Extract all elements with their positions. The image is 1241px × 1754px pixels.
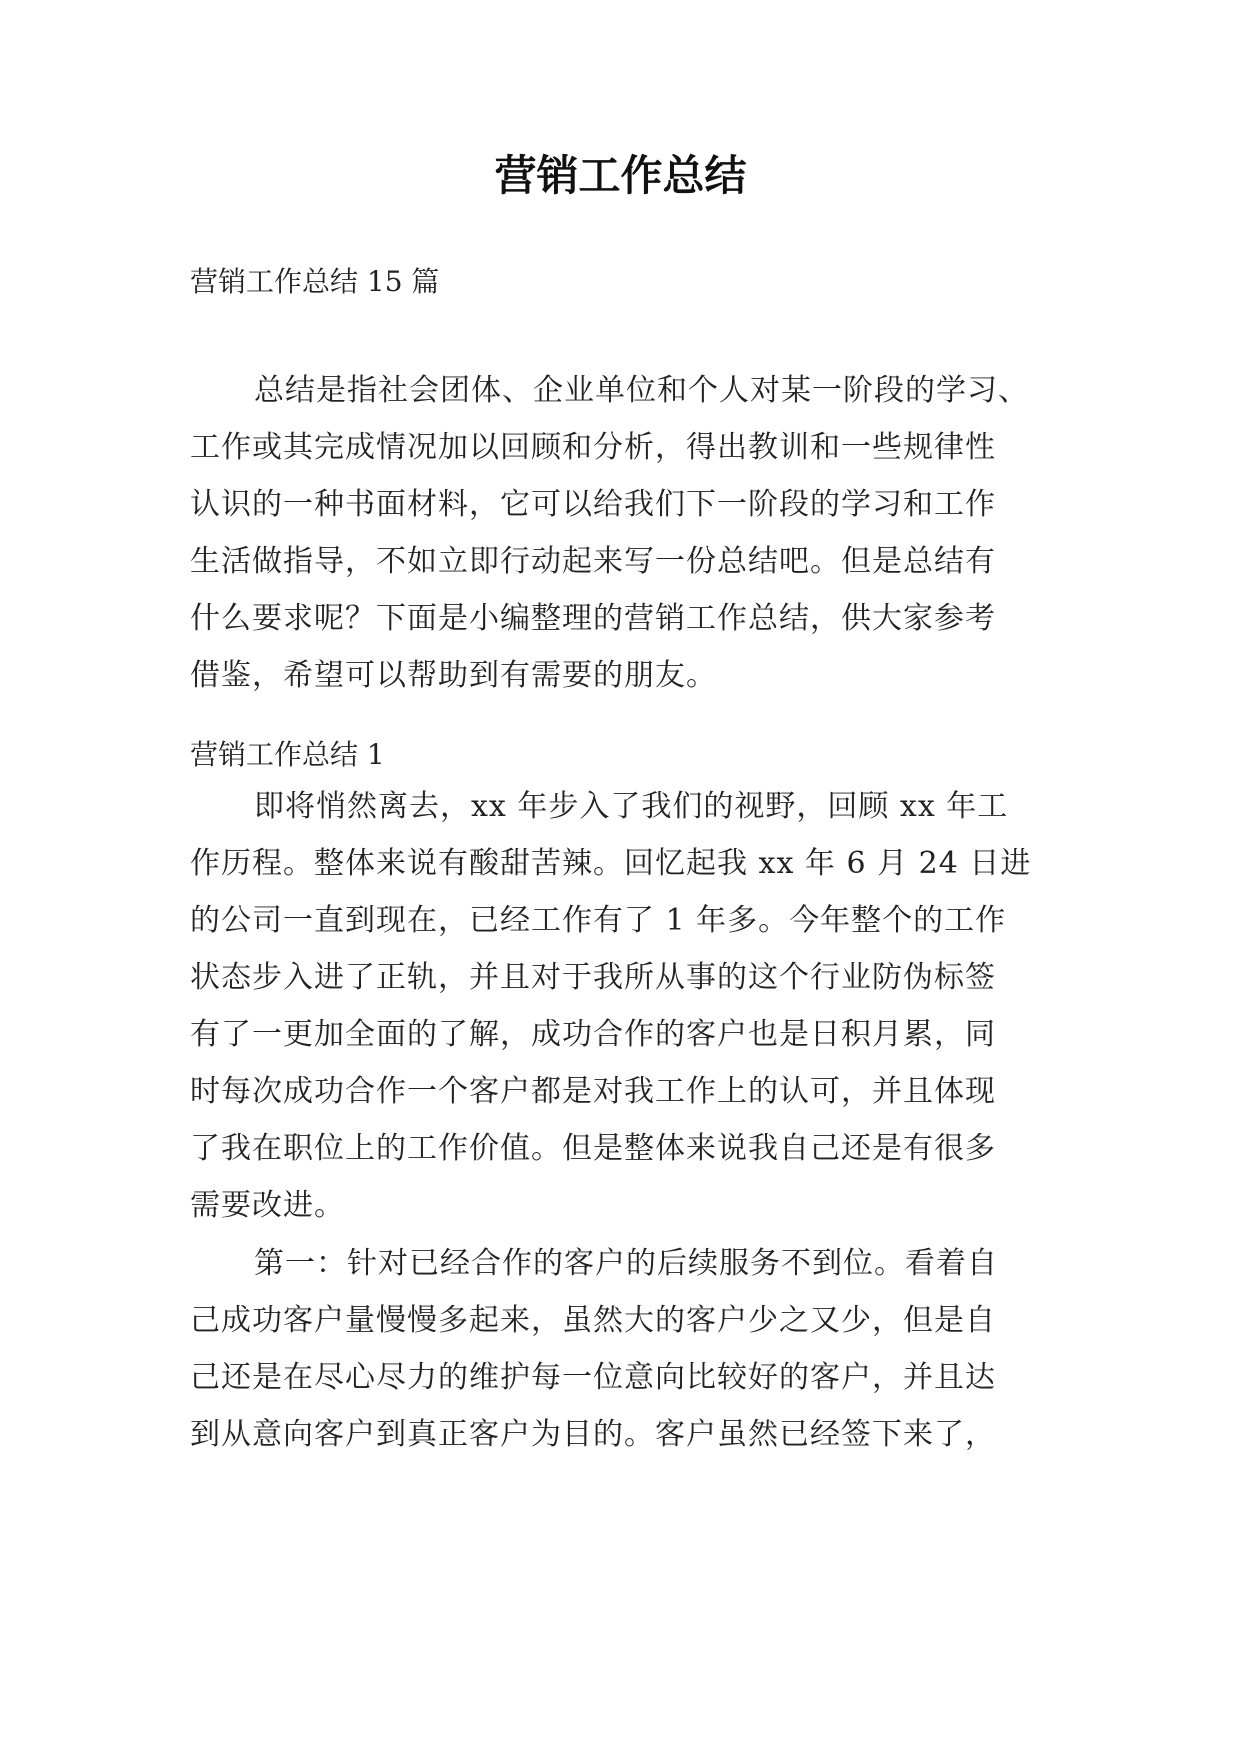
intro-line: 总结是指社会团体、企业单位和个人对某一阶段的学习、 (254, 373, 1029, 408)
paragraph-line: 到从意向客户到真正客户为目的。客户虽然已经签下来了， (190, 1417, 996, 1452)
paragraph-line: 第一：针对已经合作的客户的后续服务不到位。看着自 (254, 1246, 998, 1281)
intro-line: 什么要求呢？下面是小编整理的营销工作总结，供大家参考 (190, 601, 996, 636)
paragraph-line: 时每次成功合作一个客户都是对我工作上的认可，并且体现 (190, 1074, 996, 1109)
document-subtitle: 营销工作总结 15 篇 (190, 265, 440, 298)
intro-line: 工作或其完成情况加以回顾和分析，得出教训和一些规律性 (190, 430, 996, 465)
paragraph-line: 状态步入进了正轨，并且对于我所从事的这个行业防伪标签 (190, 960, 996, 995)
intro-paragraph (190, 362, 1062, 704)
intro-line: 借鉴，希望可以帮助到有需要的朋友。 (190, 658, 717, 693)
paragraph-line: 己还是在尽心尽力的维护每一位意向比较好的客户，并且达 (190, 1360, 996, 1395)
section1-paragraph-2 (190, 1235, 1062, 1463)
intro-line: 认识的一种书面材料，它可以给我们下一阶段的学习和工作 (190, 487, 996, 522)
document-title: 营销工作总结 (494, 151, 747, 200)
paragraph-line: 己成功客户量慢慢多起来，虽然大的客户少之又少，但是自 (190, 1303, 996, 1338)
paragraph-line: 了我在职位上的工作价值。但是整体来说我自己还是有很多 (190, 1131, 996, 1166)
paragraph-line: 作历程。整体来说有酸甜苦辣。回忆起我 xx 年 6 月 24 日进 (190, 846, 1032, 881)
section-heading: 营销工作总结 1 (190, 738, 385, 771)
paragraph-line: 的公司一直到现在，已经工作有了 1 年多。今年整个的工作 (190, 903, 1007, 938)
intro-line: 生活做指导，不如立即行动起来写一份总结吧。但是总结有 (190, 544, 996, 579)
paragraph-line: 需要改进。 (190, 1188, 345, 1223)
paragraph-line: 即将悄然离去，xx 年步入了我们的视野，回顾 xx 年工 (254, 789, 1009, 824)
paragraph-line: 有了一更加全面的了解，成功合作的客户也是日积月累，同 (190, 1017, 996, 1052)
section1-paragraph-1 (190, 778, 1062, 1234)
